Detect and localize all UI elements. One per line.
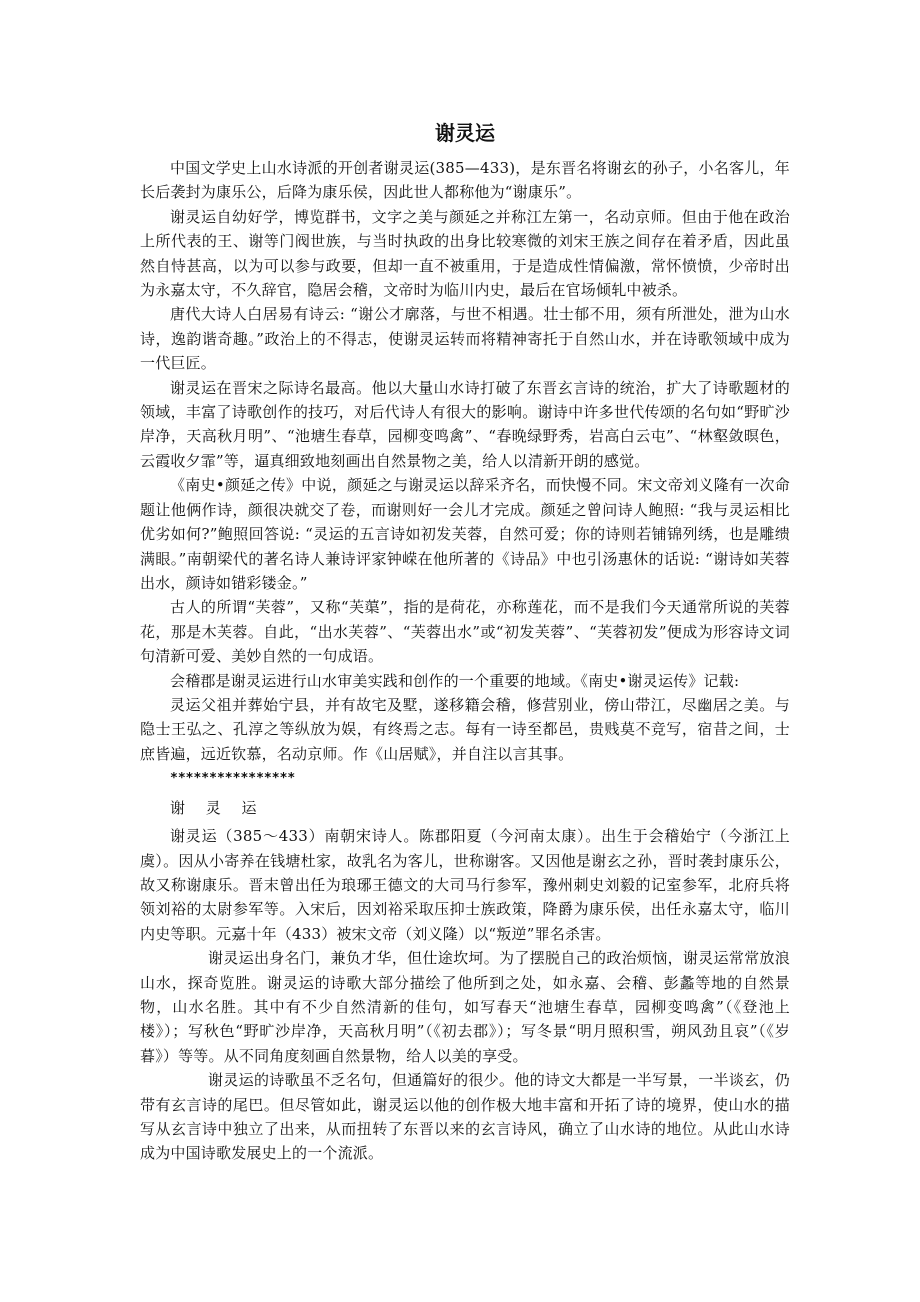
document-page (140, 118, 790, 1166)
paragraph-kuaiji: 会稽郡是谢灵运进行山水审美实践和创作的一个重要的地域。《南史•谢灵运传》记载: (170, 671, 740, 690)
paragraph-intro: 中国文学史上山水诗派的开创者谢灵运(385—433)，是东晋名将谢玄的孙子，小名客儿，年长后袭封为康乐公，后降为康乐侯，因此世人都称他为“谢康乐”。 (140, 159, 790, 202)
paragraph-career-poetry: 谢灵运出身名门，兼负才华，但仕途坎坷。为了摆脱自己的政治烦恼，谢灵运常常放浪山水，探奇览胜。谢灵运的诗歌大部分描绘了他所到之处，如永嘉、会稽、彭蠡等地的自然景物，山水名胜。其中有不少自然清新的佳句，如写春天“池塘生春草，园柳变鸣禽”（《登池上楼》）；写秋色“野旷沙岸净，天高秋月明”（《初去郡》）；写冬景“明月照积雪，朔风劲且哀”（《岁暮》）等等。从不同角度刻画自然景物，给人以美的享受。 (140, 949, 790, 1065)
paragraph-nanshi-quote: 灵运父祖并葬始宁县，并有故宅及墅，遂移籍会稽，修营别业，傍山带江，尽幽居之美。与隐士王弘之、孔淳之等纵放为娱，有终焉之志。每有一诗至都邑，贵贱莫不竞写，宿昔之间，士庶皆遍，远近钦慕，名动京师。作《山居赋》，并自注以言其事。 (140, 695, 790, 763)
page-title: 谢灵运 (435, 121, 495, 145)
paragraph-bai-juyi-quote: 唐代大诗人白居易有诗云: “谢公才廓落，与世不相遇。壮士郁不用，须有所泄处，泄为山水诗，逸韵谐奇趣。”政治上的不得志，使谢灵运转而将精神寄托于自然山水，并在诗歌领域中成为一代巨匠。 (140, 305, 790, 373)
paragraph-legacy: 谢灵运的诗歌虽不乏名句，但通篇好的很少。他的诗文大都是一半写景，一半谈玄，仍带有玄言诗的尾巴。但尽管如此，谢灵运以他的创作极大地丰富和开拓了诗的境界，使山水的描写从玄言诗中独立了出来，从而扭转了东晋以来的玄言诗风，确立了山水诗的地位。从此山水诗成为中国诗歌发展史上的一个流派。 (140, 1071, 790, 1163)
paragraph-biography: 谢灵运自幼好学，博览群书，文字之美与颜延之并称江左第一，名动京师。但由于他在政治上所代表的王、谢等门阀世族，与当时执政的出身比较寒微的刘宋王族之间存在着矛盾，因此虽然自恃甚高，以为可以参与政要，但却一直不被重用，于是造成性情偏激，常怀愤愤，少帝时出为永嘉太守，不久辞官，隐居会稽，文帝时为临川内史，最后在官场倾轧中被杀。 (140, 207, 790, 300)
paragraph-furong-explanation: 古人的所谓“芙蓉”，又称“芙蕖”，指的是荷花，亦称莲花，而不是我们今天通常所说的芙蓉花，那是木芙蓉。自此，“出水芙蓉”、“芙蓉出水”或“初发芙蓉”、“芙蓉初发”便成为形容诗文词句清新可爱、美妙自然的一句成语。 (140, 598, 790, 666)
section-subtitle: 谢 灵 运 (170, 799, 265, 818)
paragraph-yan-yanzhi-comparison: 《南史•颜延之传》中说，颜延之与谢灵运以辞采齐名，而快慢不同。宋文帝刘义隆有一次命题让他俩作诗，颜很决就交了卷，而谢则好一会儿才完成。颜延之曾问诗人鲍照: “我与灵运相比优劣如何?”鲍照回答说: “灵运的五言诗如初发芙蓉，自然可爱；你的诗则若铺锦列绣，也是雕缋满眼。”南朝梁代的著名诗人兼诗评家钟嵘在他所著的《诗品》中也引汤惠休的话说: “谢诗如芙蓉出水，颜诗如错彩镂金。” (140, 476, 790, 592)
paragraph-bio-summary: 谢灵运（385～433）南朝宋诗人。陈郡阳夏（今河南太康）。出生于会稽始宁（今浙江上虞）。因从小寄养在钱塘杜家，故乳名为客儿，世称谢客。又因他是谢玄之孙，晋时袭封康乐公，故又称谢康乐。晋末曾出任为琅琊王德文的大司马行参军，豫州刺史刘毅的记室参军，北府兵将领刘裕的太尉参军等。入宋后，因刘裕采取压抑士族政策，降爵为康乐侯，出任永嘉太守，临川内史等职。元嘉十年（433）被宋文帝（刘义隆）以“叛逆”罪名杀害。 (140, 827, 790, 943)
separator-stars: **************** (170, 771, 296, 787)
paragraph-poetry-fame: 谢灵运在晋宋之际诗名最高。他以大量山水诗打破了东晋玄言诗的统治，扩大了诗歌题材的领域，丰富了诗歌创作的技巧，对后代诗人有很大的影响。谢诗中许多世代传颂的名句如“野旷沙岸净，天高秋月明”、“池塘生春草，园柳变鸣禽”、“春晚绿野秀，岩高白云屯”、“林壑敛暝色，云霞收夕霏”等，逼真细致地刻画出自然景物之美，给人以清新开朗的感觉。 (140, 378, 790, 470)
